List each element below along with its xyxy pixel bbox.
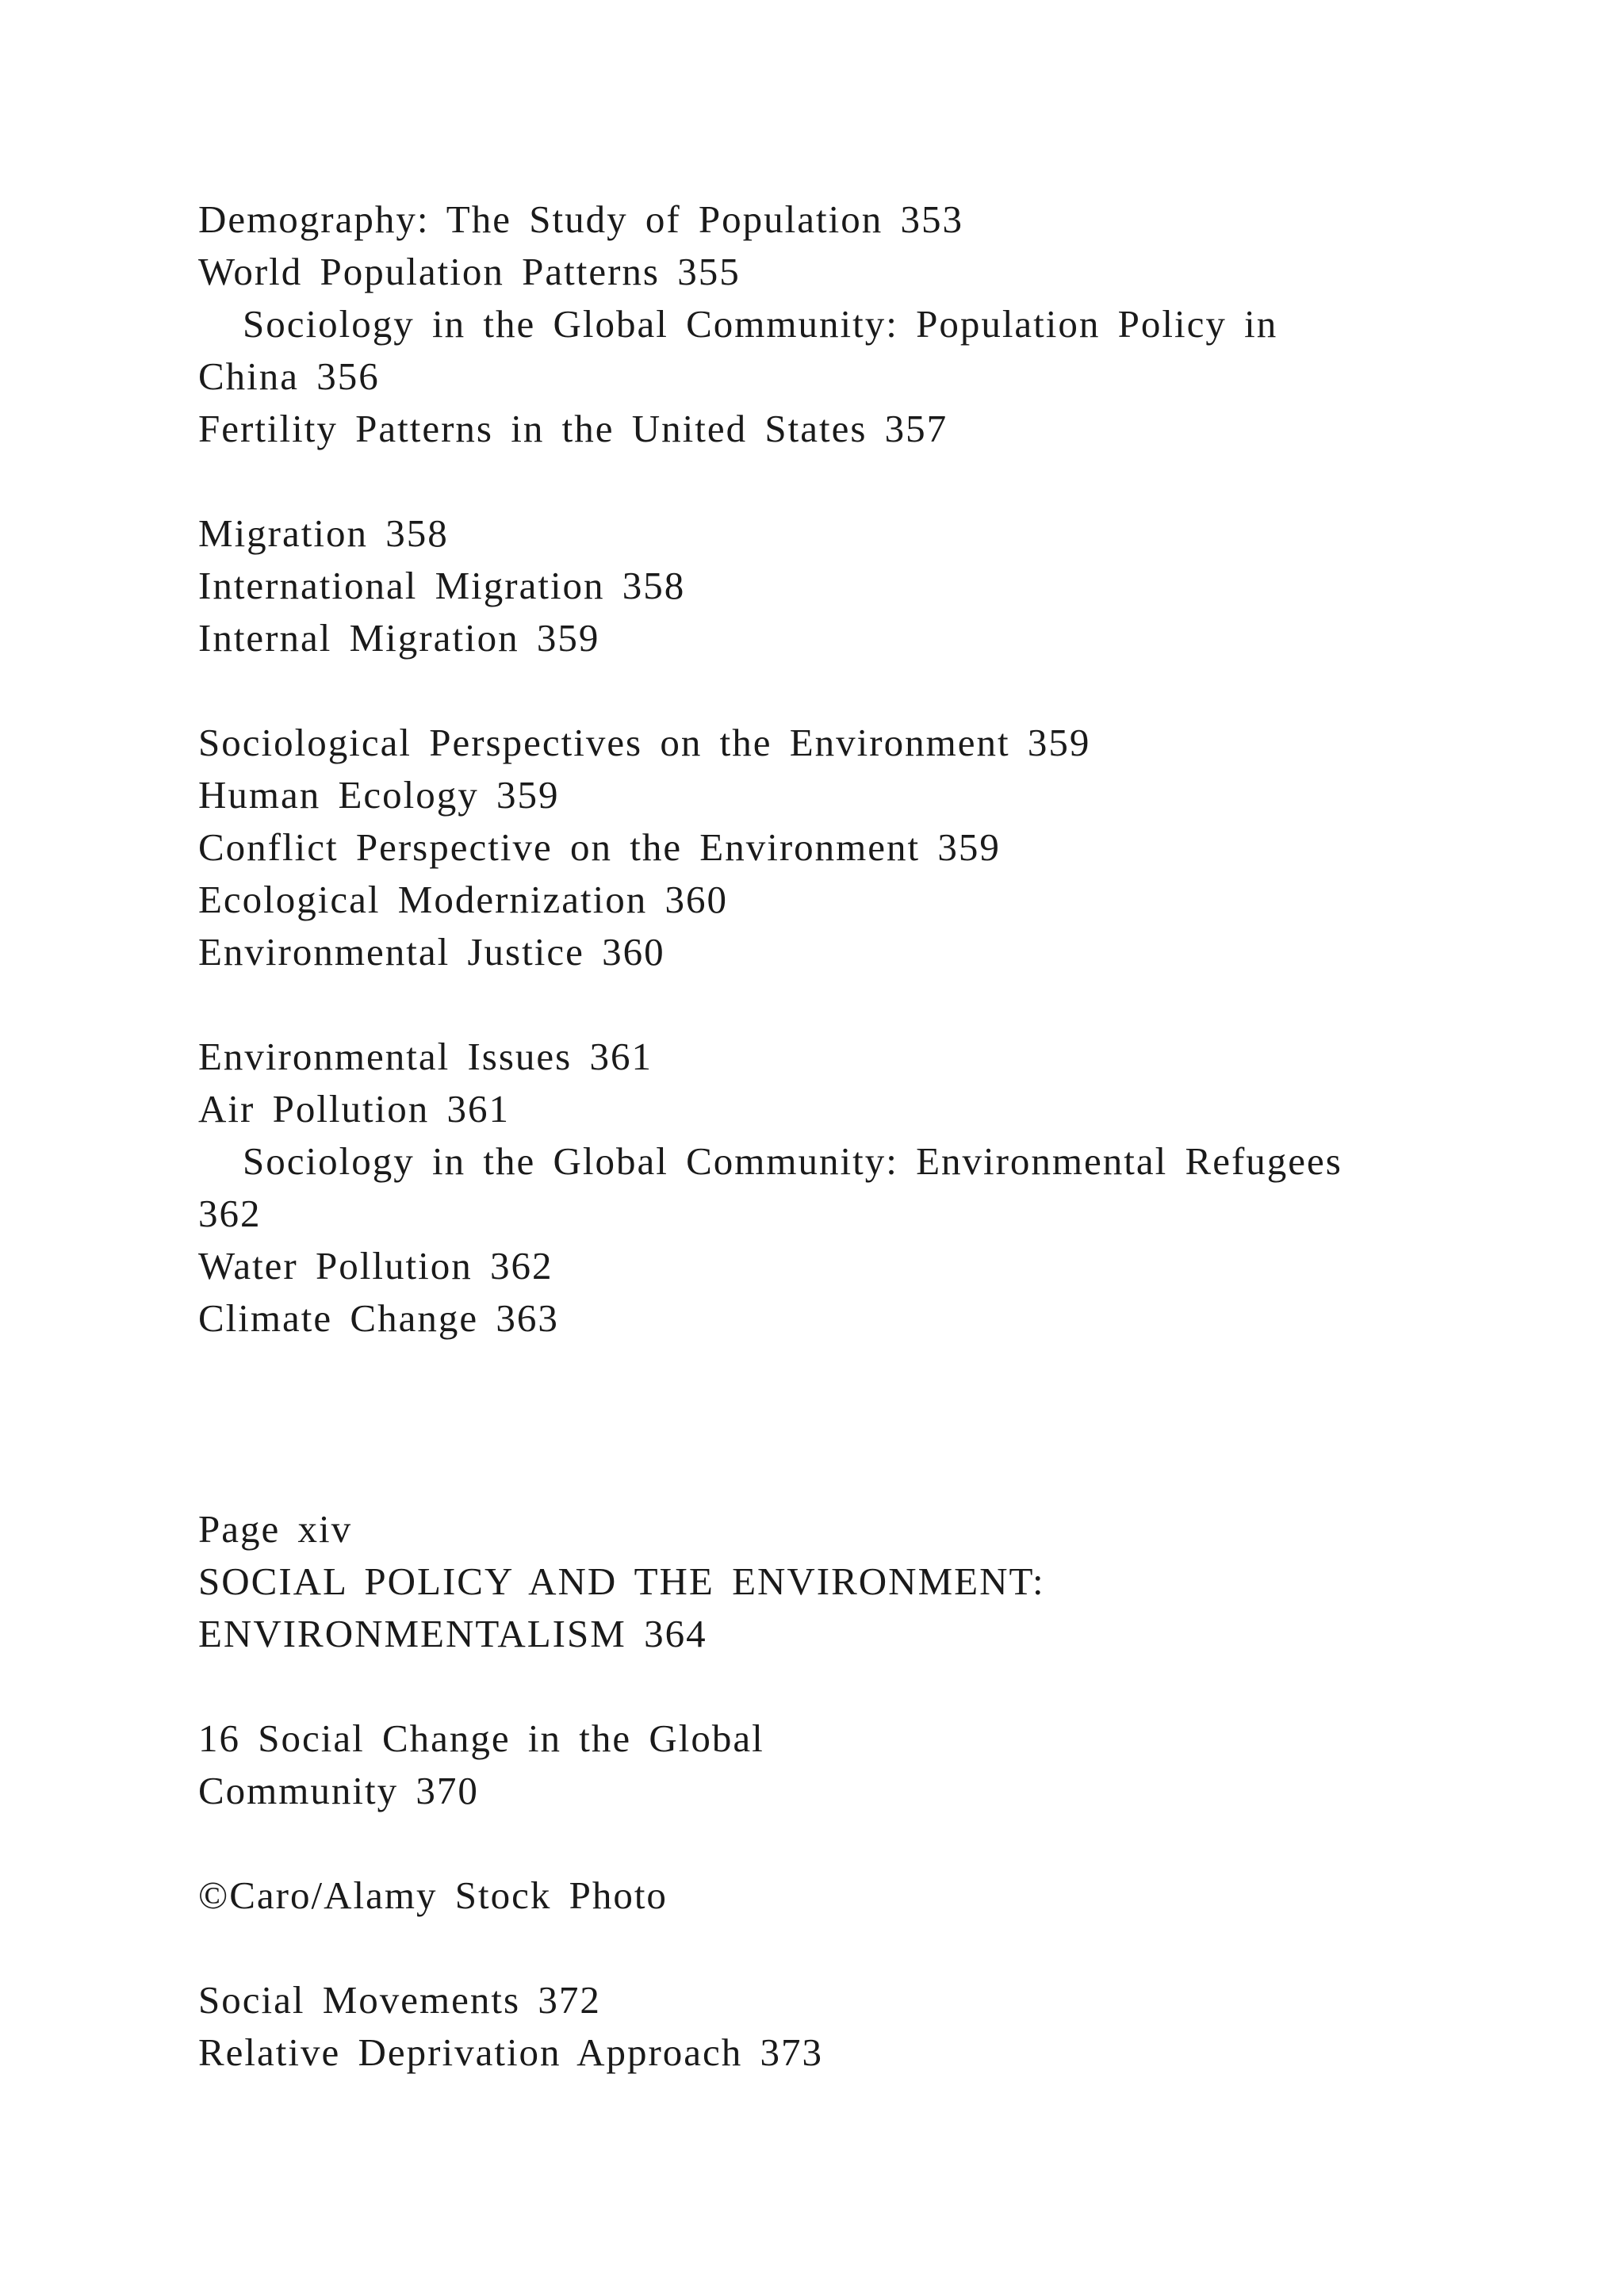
toc-entry-water-pollution: Water Pollution 362: [198, 1244, 553, 1288]
toc-entry-climate-change: Climate Change 363: [198, 1296, 559, 1340]
photo-credit: ©Caro/Alamy Stock Photo: [198, 1873, 668, 1917]
toc-entry-sociological-perspectives: Sociological Perspectives on the Environment 359: [198, 721, 1091, 764]
toc-entry-social-policy-heading: SOCIAL POLICY AND THE ENVIRONMENT:: [198, 1559, 1045, 1603]
toc-entry-environmental-issues: Environmental Issues 361: [198, 1035, 653, 1078]
toc-section-sociological-perspectives: [198, 717, 1507, 978]
toc-entry-world-population-patterns: World Population Patterns 355: [198, 250, 741, 293]
toc-entry-feature-population-policy: Sociology in the Global Community: Population Policy in: [243, 302, 1278, 346]
toc-entry-feature-environmental-refugees: Sociology in the Global Community: Environmental Refugees: [243, 1139, 1342, 1183]
section-spacer: [198, 1660, 1507, 1712]
toc-entry-demography: Demography: The Study of Population 353: [198, 197, 963, 241]
toc-entry-fertility-patterns: Fertility Patterns in the United States 357: [198, 407, 948, 450]
chapter-title-continued: Community 370: [198, 1769, 479, 1812]
toc-chapter-16: [198, 1712, 1507, 1817]
toc-entry-human-ecology: Human Ecology 359: [198, 773, 560, 817]
toc-entry-ecological-modernization: Ecological Modernization 360: [198, 878, 728, 921]
toc-entry-air-pollution: Air Pollution 361: [198, 1087, 511, 1131]
section-spacer: [198, 978, 1507, 1031]
toc-entry-international-migration: International Migration 358: [198, 564, 686, 607]
photo-credit-block: [198, 1869, 1507, 1922]
toc-entry-feature-population-policy-continued: China 356: [198, 354, 380, 398]
toc-entry-environmental-justice: Environmental Justice 360: [198, 930, 665, 974]
toc-entry-relative-deprivation: Relative Deprivation Approach 373: [198, 2030, 824, 2074]
page-marker: Page xiv: [198, 1507, 353, 1551]
toc-entry-feature-environmental-refugees-continued: 362: [198, 1192, 262, 1235]
chapter-title: 16 Social Change in the Global: [198, 1716, 764, 1760]
toc-entry-social-policy-heading-continued: ENVIRONMENTALISM 364: [198, 1612, 707, 1655]
toc-entry-internal-migration: Internal Migration 359: [198, 616, 600, 660]
section-spacer: [198, 455, 1507, 507]
toc-section-environmental-issues: [198, 1031, 1507, 1345]
toc-section-migration: [198, 507, 1507, 664]
toc-section-demography: [198, 193, 1507, 455]
toc-entry-migration: Migration 358: [198, 511, 449, 555]
toc-section-social-policy: [198, 1503, 1507, 1660]
section-spacer: [198, 1922, 1507, 1974]
toc-entry-social-movements: Social Movements 372: [198, 1978, 601, 2022]
toc-entry-conflict-perspective: Conflict Perspective on the Environment 359: [198, 825, 1001, 869]
section-spacer: [198, 1817, 1507, 1869]
section-spacer-large: [198, 1345, 1507, 1503]
toc-section-social-movements: [198, 1974, 1507, 2079]
table-of-contents: [198, 193, 1507, 2079]
section-spacer: [198, 664, 1507, 717]
